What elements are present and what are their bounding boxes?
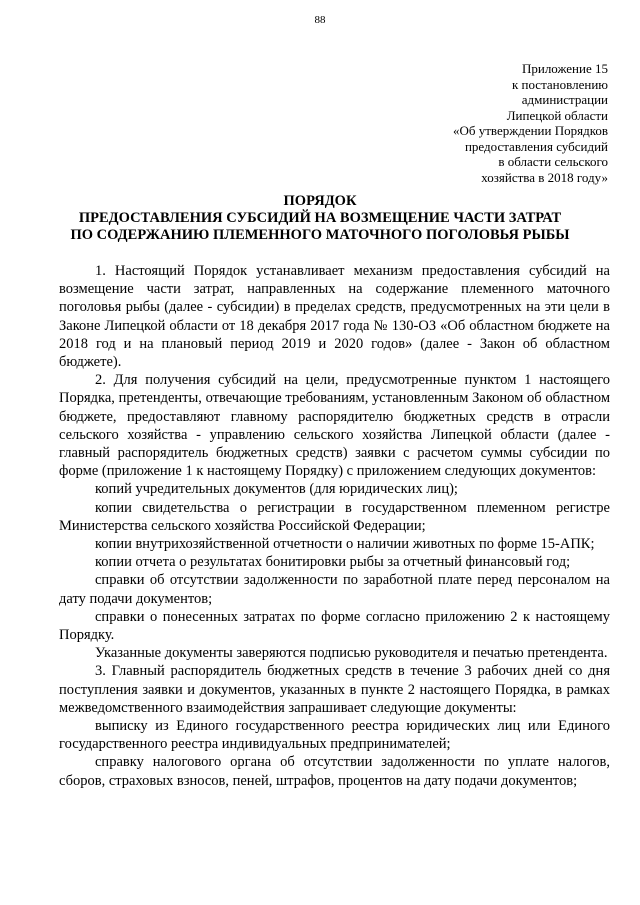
list-item: копии внутрихозяйственной отчетности о наличии животных по форме 15-АПК; [95, 536, 595, 553]
appendix-line: Липецкой области [506, 107, 608, 123]
list-item: копии отчета о результатах бонитировки рыбы за отчетный финансовый год; [95, 554, 571, 571]
title-line: ПО СОДЕРЖАНИЮ ПЛЕМЕННОГО МАТОЧНОГО ПОГОЛОВЬЯ РЫБЫ [70, 227, 570, 243]
appendix-line: Приложение 15 [521, 61, 608, 76]
title-line: ПОРЯДОК [283, 193, 357, 209]
appendix-line: администрации [521, 92, 608, 107]
list-item: копии свидетельства о регистрации в государственном племенном регистре Министерства сельского хозяйства Российской Федерации; [59, 499, 610, 534]
list-item: копий учредительных документов (для юридических лиц); [95, 481, 458, 498]
list-item: справку налогового органа об отсутствии задолженности по уплате налогов, сборов, страховых взносов, пеней, штрафов, процентов на дату подачи документов; [59, 754, 610, 789]
document-title [40, 193, 600, 244]
paragraph: 3. Главный распорядитель бюджетных средств в течение 3 рабочих дней со дня поступления заявки и документов, указанных в пункте 2 настоящего Порядка, в рамках межведомственного взаимодействия запрашивает следующие документы: [59, 663, 610, 716]
paragraph: Указанные документы заверяются подписью руководителя и печатью претендента. [95, 645, 608, 662]
appendix-line: в области сельского [498, 154, 608, 169]
paragraph: 2. Для получения субсидий на цели, предусмотренные пунктом 1 настоящего Порядка, претенденты, отвечающие требованиям, установленным Законом об областном бюджете, предоставляют главному распорядителю бюджетных средств в отрасли сельского хозяйства - управлению сельского хозяйства Липецкой области (далее - главный распорядитель бюджетных средств) заявки с расчетом суммы субсидии по форме (приложение 1 к настоящему Порядку) с приложением следующих документов: [59, 372, 610, 480]
list-item: справки о понесенных затратах по форме согласно приложению 2 к настоящему Порядку. [59, 608, 610, 644]
list-item: справки об отсутствии задолженности по заработной плате перед персоналом на дату подачи документов; [59, 572, 610, 607]
page-number: 88 [314, 14, 326, 26]
title-line: ПРЕДОСТАВЛЕНИЯ СУБСИДИЙ НА ВОЗМЕЩЕНИЕ ЧАСТИ ЗАТРАТ [78, 210, 562, 226]
paragraph: 1. Настоящий Порядок устанавливает механизм предоставления субсидий на возмещение части затрат, направленных на содержание племенного маточного поголовья рыбы (далее - субсидии) в пределах средств, предусмотренных на эти цели в Законе Липецкой области от 18 декабря 2017 года № 130-ОЗ «Об областном бюджете на 2018 год и на плановый период 2019 и 2020 годов» (далее - Закон об областном бюджете). [59, 263, 610, 371]
appendix-line: «Об утверждении Порядков [452, 123, 608, 138]
appendix-block [368, 61, 608, 185]
appendix-line: к постановлению [511, 76, 608, 92]
list-item: выписку из Единого государственного реестра юридических лиц или Единого государственного реестра индивидуальных предпринимателей; [59, 718, 610, 753]
document-body [59, 262, 610, 790]
appendix-line: предоставления субсидий [464, 138, 608, 154]
appendix-line: хозяйства в 2018 году» [481, 169, 608, 185]
